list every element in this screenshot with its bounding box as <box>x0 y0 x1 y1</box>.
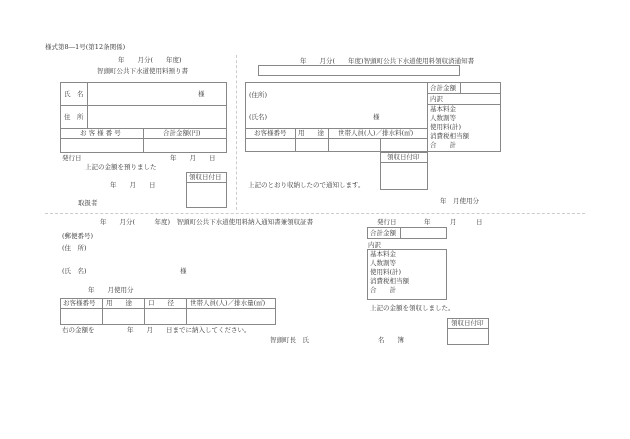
postal-label: (郵便番号) <box>62 232 94 240</box>
payment-address-label: (住 所) <box>62 244 87 252</box>
received-text: 上記の金額を預りました <box>85 163 157 171</box>
mayor-label: 智頭町長 氏 <box>270 336 309 344</box>
notice-message: 上記のとおり収納したので通知します。 <box>248 181 365 189</box>
form-number: 様式第8―1号(第12条関係) <box>45 43 126 51</box>
notice-total-label: 合計金額 <box>430 84 456 92</box>
payment-col-diameter: 口 径 <box>148 299 174 307</box>
breakdown-item: 人数割等 <box>370 259 396 267</box>
breakdown-item: 使用料(計) <box>430 123 462 131</box>
due-text: 右の金額を 年 月 日までに納入してください。 <box>62 326 251 334</box>
notice-stamp-label: 領収日付印 <box>387 153 420 161</box>
payment-usage-period: 年 月使用分 <box>88 286 134 294</box>
payment-stamp-label: 領収日付印 <box>451 319 484 327</box>
notice-usage-period: 年 月使用分 <box>440 197 479 205</box>
notice-address-label: (住所) <box>249 91 268 99</box>
payment-received-text: 上記の金額を領収しました。 <box>370 304 455 312</box>
cut-line-vertical <box>236 55 237 210</box>
breakdown-item: 合 計 <box>430 141 456 149</box>
col-use: 用 途 <box>298 129 324 137</box>
handler-label: 取扱者 <box>78 199 98 207</box>
address-label: 住 所 <box>64 113 84 121</box>
name-seal: 名 簿 <box>378 336 404 344</box>
breakdown-item: 消費税相当額 <box>430 132 469 140</box>
notice-input-box[interactable] <box>258 65 460 76</box>
honorific: 様 <box>198 90 205 98</box>
notice-honorific: 様 <box>373 113 380 121</box>
name-label: 氏 名 <box>64 90 84 98</box>
col-customer: お客様番号 <box>254 129 287 137</box>
payment-honorific: 様 <box>180 267 187 275</box>
customer-number-header: お 客 様 番 号 <box>80 129 121 137</box>
breakdown-item: 基本料金 <box>430 105 456 113</box>
stamp-label: 領収日付日 <box>189 173 222 181</box>
payment-breakdown-list <box>368 250 409 295</box>
payment-col-use: 用 途 <box>106 299 132 307</box>
notice-title: 年 月分( 年度)智頭町公共下水道使用料領収済通知書 <box>300 57 475 65</box>
receipt-period: 年 月分( 年度) <box>118 56 182 64</box>
breakdown-item: 合 計 <box>370 286 396 294</box>
col-household: 世帯人員(人)／排水料(㎥) <box>338 129 414 137</box>
receipt-title: 智頭町公共下水道使用料預り書 <box>97 67 188 75</box>
breakdown-item: 消費税相当額 <box>370 277 409 285</box>
total-amount-header: 合計金額(円) <box>163 129 201 137</box>
breakdown-item: 基本料金 <box>370 250 396 258</box>
payment-total-label: 合計金額 <box>370 229 396 237</box>
issue-date-value: 年 月 日 <box>170 154 216 162</box>
payment-name-label: (氏 名) <box>62 267 87 275</box>
notice-breakdown-label: 内訳 <box>430 95 443 103</box>
notice-breakdown-list <box>428 105 469 150</box>
payment-issue-date-label: 発行日 <box>377 218 397 226</box>
payment-title: 年 月分( 年度) 智頭町公共下水道使用料納入通知書兼領収証書 <box>100 218 314 226</box>
payment-col-customer: お客様番号 <box>63 299 96 307</box>
issue-date-label: 発行日 <box>62 154 82 162</box>
receipt-date: 年 月 日 <box>110 181 156 189</box>
payment-col-household: 世帯人員(人)／排水量(㎥) <box>190 299 266 307</box>
breakdown-item: 人数割等 <box>430 114 456 122</box>
notice-name-label: (氏名) <box>249 113 268 121</box>
notice-table <box>245 82 428 152</box>
payment-issue-date: 年 月 日 <box>424 218 483 226</box>
breakdown-item: 使用料(計) <box>370 268 402 276</box>
cut-line-horizontal <box>45 213 585 214</box>
payment-breakdown-label: 内訳 <box>368 241 381 249</box>
